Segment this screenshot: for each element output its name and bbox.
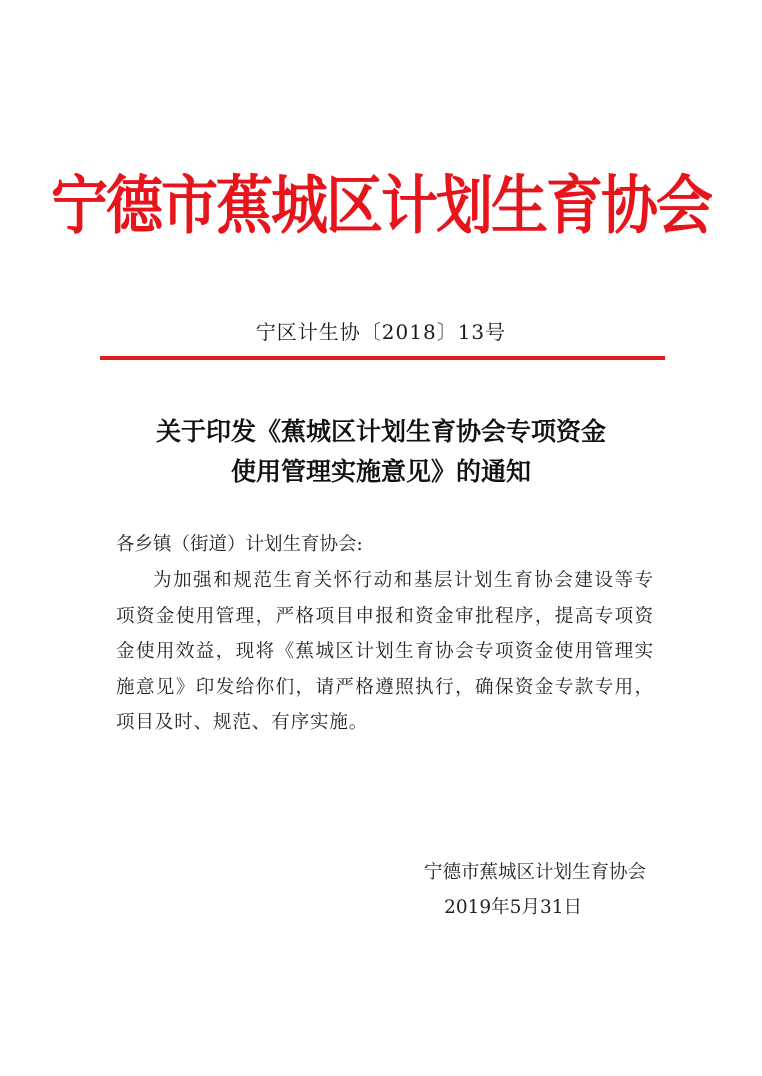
issue-date: 2019年5月31日	[444, 897, 582, 918]
body-paragraph: 为加强和规范生育关怀行动和基层计划生育协会建设等专项资金使用管理，严格项目申报和资金审批程序，提高专项资金使用效益，现将《蕉城区计划生育协会专项资金使用管理实施意见》印发给你们，请严格遵照执行，确保资金专款专用，项目及时、规范、有序实施。	[116, 570, 654, 733]
notice-title-line-2: 使用管理实施意见》的通知	[230, 457, 531, 486]
notice-title	[0, 412, 762, 492]
issuing-org-header: 宁德市蕉城区计划生育协会	[51, 167, 711, 243]
document-number: 宁区计生协〔2018〕13号	[255, 320, 507, 344]
issuer-signature: 宁德市蕉城区计划生育协会	[423, 862, 646, 883]
salutation: 各乡镇（街道）计划生育协会:	[116, 534, 363, 555]
red-divider-line	[100, 356, 665, 360]
notice-title-line-1: 关于印发《蕉城区计划生育协会专项资金	[155, 417, 606, 446]
